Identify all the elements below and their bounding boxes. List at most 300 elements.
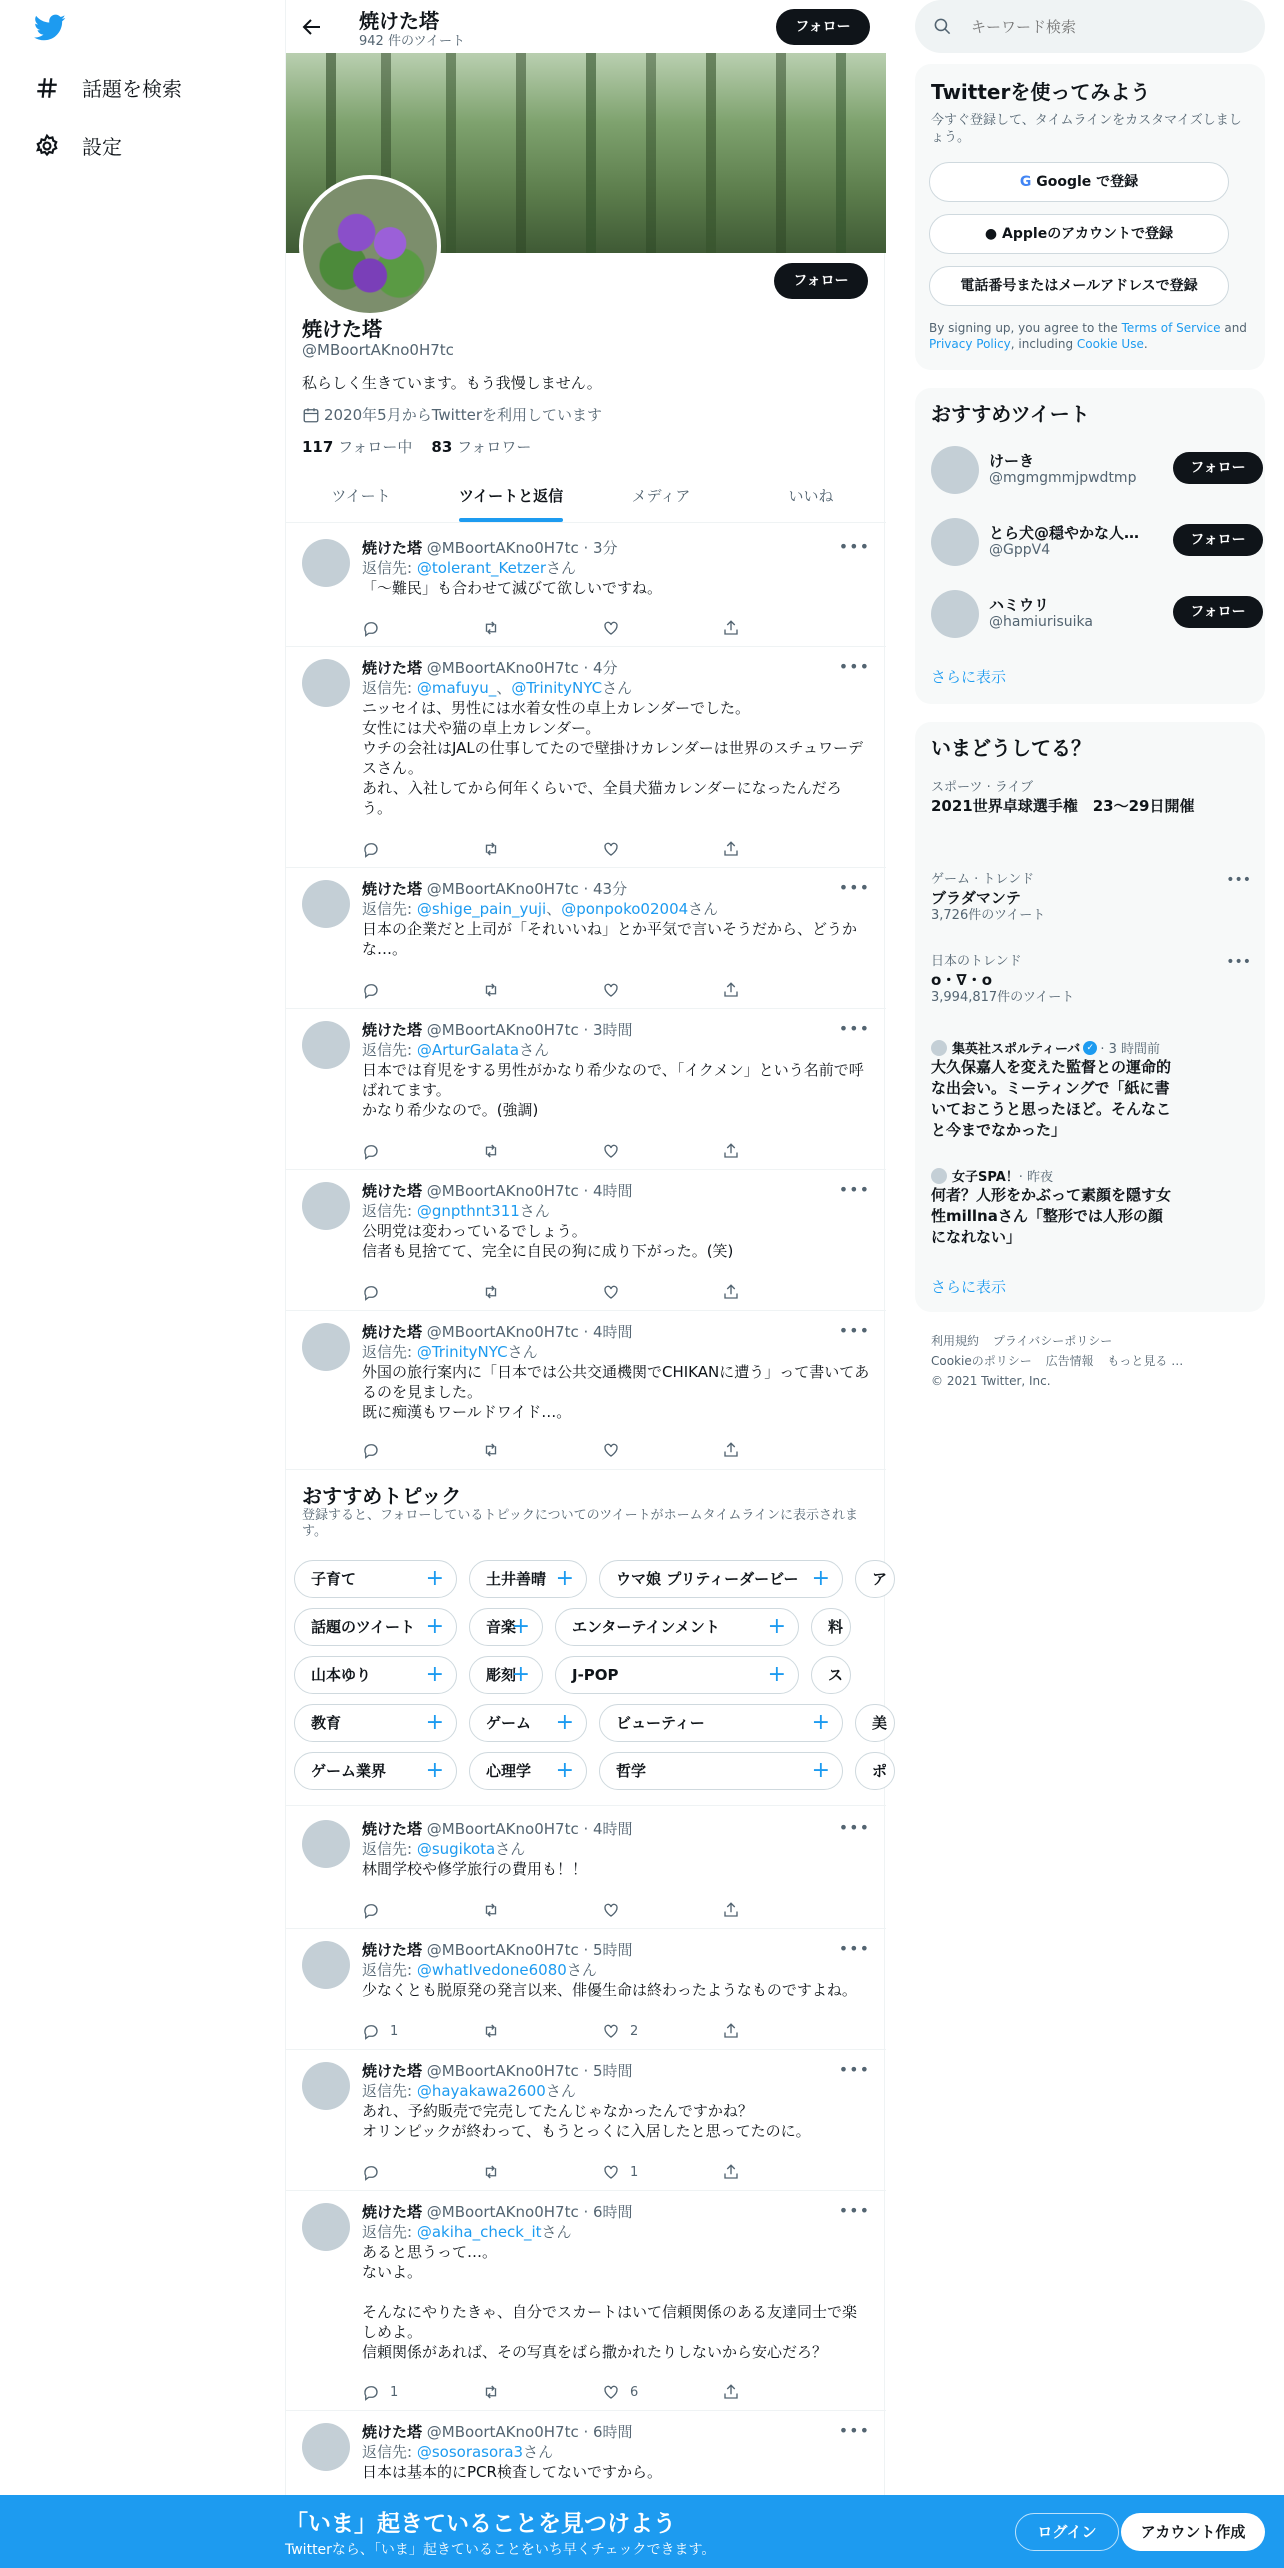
tweet-actions (362, 840, 792, 858)
reply-prefix: 返信先: (362, 2443, 417, 2461)
retweet-button[interactable] (482, 619, 552, 637)
share-button[interactable] (722, 2383, 792, 2401)
more-icon[interactable]: ••• (838, 878, 870, 897)
reply-to-link[interactable]: @sosorasora3 (416, 2443, 524, 2461)
more-icon[interactable]: ••• (838, 537, 870, 556)
recommended-user[interactable] (931, 438, 1251, 502)
more-icon[interactable]: ••• (1226, 872, 1251, 888)
tweet-body (362, 2422, 870, 2482)
tweet[interactable] (286, 2191, 886, 2411)
terms-of-service-link[interactable]: Terms of Service (1121, 321, 1221, 335)
heart-icon (602, 840, 620, 858)
footer-ads[interactable]: 広告情報 (1045, 1354, 1094, 1368)
tweet[interactable] (286, 527, 886, 647)
like-button[interactable] (602, 1901, 672, 1919)
reply-prefix: 返信先: (362, 1840, 417, 1858)
topic-chip[interactable] (599, 1704, 843, 1742)
trend-title: ブラダマンテ (931, 889, 1021, 907)
profile-stats (302, 436, 531, 457)
tweet-text: あれ、予約販売で完売してたんじゃなかったんですかね？ オリンピックが終わって、もうとっくに入居したと思ってたのに。 (362, 2102, 811, 2140)
retweet-button[interactable] (482, 981, 552, 999)
reply-suffix: さん (507, 1343, 538, 1361)
reply-to-link[interactable]: @whatIvedone6080 (416, 1961, 567, 1979)
profile-tabs (286, 470, 886, 523)
trends-title: いまどうしてる？ (931, 736, 1091, 760)
trend-meta: スポーツ · ライブ (931, 780, 1034, 795)
share-button[interactable] (722, 1441, 792, 1459)
bottom-bar-subtitle: Twitterなら、「いま」起きていることをいち早くチェックできます。 (285, 2542, 716, 2558)
topic-chip-label: J-POP (572, 1666, 619, 1684)
bottom-bar-title: 「いま」起きていることを見つけよう (285, 2511, 676, 2537)
recommended-user-avatar[interactable] (931, 446, 979, 494)
google-icon: G (1019, 174, 1032, 190)
recommended-user-handle: @GppV4 (989, 542, 1051, 558)
retweet-icon (482, 619, 500, 637)
news-item[interactable] (931, 1166, 1251, 1248)
recommended-follow-button[interactable]: フォロー (1173, 596, 1263, 628)
profile-avatar[interactable] (299, 175, 441, 317)
reply-prefix: 返信先: (362, 2223, 417, 2241)
reply-suffix: さん (541, 2223, 572, 2241)
topic-chip-label: 哲学 (616, 1762, 647, 1780)
topic-chip[interactable] (469, 1656, 543, 1694)
topic-chip-label: ウマ娘 プリティーダービー (616, 1570, 799, 1588)
nav-explore-label: 話題を検索 (82, 77, 182, 101)
tweet-author-name[interactable]: 焼けた塔 (362, 880, 423, 898)
reply-suffix: さん (545, 2082, 576, 2100)
footer-links (931, 1331, 1251, 1391)
tweet-actions (362, 2163, 792, 2181)
reply-separator: 、 (546, 900, 562, 918)
reply-button[interactable] (362, 2383, 432, 2401)
profile-bio: 私らしく生きています。もう我慢しません。 (302, 374, 602, 392)
more-icon[interactable]: ••• (838, 2421, 870, 2440)
retweet-button[interactable] (482, 2022, 552, 2040)
tweet-avatar[interactable] (302, 1323, 350, 1371)
recommended-user-name: とら犬@穏やかな人… (989, 524, 1140, 542)
reply-button[interactable] (362, 981, 432, 999)
retweet-button[interactable] (482, 840, 552, 858)
profile-timeline-column (285, 0, 888, 2568)
recommended-tweets-card (915, 388, 1265, 704)
retweet-icon (482, 981, 500, 999)
reply-prefix: 返信先: (362, 2082, 417, 2100)
reply-suffix: さん (519, 1041, 550, 1059)
topic-chip[interactable] (294, 1704, 457, 1742)
heart-icon (602, 2022, 620, 2040)
news-title: 大久保嘉人を変えた監督との運命的な出会い。ミーティングで「紙に書いておこうと思ったほど。そんなこと今までなかった」 (931, 1058, 1172, 1139)
topic-chip[interactable] (469, 1560, 587, 1598)
like-button[interactable] (602, 2163, 672, 2181)
tweet-reply-context (362, 1839, 870, 1859)
topic-chip[interactable] (599, 1752, 843, 1790)
topic-chip[interactable] (469, 1608, 543, 1646)
topic-chip-label: ポ (872, 1762, 888, 1780)
reply-suffix: さん (495, 1840, 526, 1858)
heart-icon (602, 1901, 620, 1919)
trend-title: 2021世界卓球選手権 23〜29日開催 (931, 797, 1195, 815)
followers-link[interactable] (431, 438, 531, 456)
plus-icon: + (511, 1614, 530, 1639)
tweet[interactable] (286, 1311, 886, 1470)
terms-text-3: , including (1010, 337, 1077, 351)
tweet-reply-context (362, 899, 870, 919)
news-title: 何者？人形をかぶって素顔を隠す女性millnaさん「整形では人形の顔になれない」 (931, 1186, 1172, 1246)
topic-chip[interactable] (855, 1560, 895, 1598)
like-button[interactable] (602, 2022, 672, 2040)
reply-button[interactable] (362, 840, 432, 858)
topic-chip-label: ゲーム (486, 1714, 532, 1732)
more-icon[interactable]: ••• (838, 657, 870, 676)
header-follow-button[interactable]: フォロー (776, 9, 870, 45)
topic-chip[interactable] (555, 1608, 799, 1646)
profile-handle: @MBoortAKno0H7tc (302, 341, 454, 359)
tweet-reply-context (362, 2222, 870, 2242)
tweet-author-name[interactable]: 焼けた塔 (362, 1021, 423, 1039)
retweet-button[interactable] (482, 1142, 552, 1160)
apple-icon: ● (984, 226, 998, 242)
recommended-user[interactable] (931, 510, 1251, 574)
tweet-author-meta: @MBoortAKno0H7tc · 4時間 (422, 1323, 633, 1341)
reply-separator: 、 (496, 679, 512, 697)
apple-signup-label: Appleのアカウントで登録 (1002, 226, 1174, 242)
topic-chip[interactable] (855, 1704, 895, 1742)
tweet-header (362, 538, 870, 558)
trend-count: 3,726件のツイート (931, 908, 1046, 923)
like-button[interactable] (602, 840, 672, 858)
verified-icon: ✓ (1083, 1041, 1097, 1055)
footer-cookie[interactable]: Cookieのポリシー (931, 1354, 1032, 1368)
tweet-avatar[interactable] (302, 1941, 350, 1989)
tweet-author-name[interactable]: 焼けた塔 (362, 1323, 423, 1341)
tweet-avatar[interactable] (302, 880, 350, 928)
more-icon[interactable]: ••• (838, 1321, 870, 1340)
tweet-author-meta: @MBoortAKno0H7tc · 5時間 (422, 1941, 633, 1959)
more-icon[interactable]: ••• (838, 1818, 870, 1837)
tweet-avatar[interactable] (302, 539, 350, 587)
topic-chip[interactable] (555, 1656, 799, 1694)
share-button[interactable] (722, 840, 792, 858)
tweet-author-name[interactable]: 焼けた塔 (362, 1820, 423, 1838)
trends-card (915, 722, 1265, 1312)
like-button[interactable] (602, 981, 672, 999)
reply-prefix: 返信先: (362, 900, 417, 918)
tweet[interactable] (286, 2050, 886, 2191)
retweet-icon (482, 1901, 500, 1919)
tweet-text: 公明党は変わっているでしょう。 信者も見捨てて、完全に自民の狗に成り下がった。(笑) (362, 1222, 734, 1260)
tweet[interactable] (286, 647, 886, 868)
phone-email-signup-button[interactable]: 電話番号またはメールアドレスで登録 (929, 266, 1229, 306)
reply-to-link[interactable]: @sugikota (416, 1840, 496, 1858)
tweet-avatar[interactable] (302, 2203, 350, 2251)
back-arrow-icon[interactable] (300, 15, 324, 39)
reply-button[interactable] (362, 1441, 432, 1459)
topic-chip[interactable] (294, 1560, 457, 1598)
tweet-reply-context (362, 1960, 870, 1980)
reply-button[interactable] (362, 1901, 432, 1919)
signup-bottom-bar (0, 2495, 1284, 2568)
retweet-button[interactable] (482, 2163, 552, 2181)
reply-icon (362, 2163, 380, 2181)
retweet-button[interactable] (482, 2383, 552, 2401)
tweet-body (362, 1940, 870, 2000)
tweet-author-name[interactable]: 焼けた塔 (362, 2203, 423, 2221)
news-source (931, 1166, 1251, 1185)
tab-likes[interactable]: いいね (788, 487, 834, 505)
plus-icon: + (555, 1758, 574, 1783)
more-icon[interactable]: ••• (1226, 954, 1251, 970)
topic-chip[interactable] (811, 1656, 851, 1694)
recommended-title: おすすめツイート (931, 402, 1090, 426)
recommended-follow-button[interactable]: フォロー (1173, 524, 1263, 556)
share-icon (722, 981, 740, 999)
recommended-user[interactable] (931, 582, 1251, 646)
reply-icon (362, 840, 380, 858)
tweet[interactable] (286, 1929, 886, 2050)
recommended-user-avatar[interactable] (931, 518, 979, 566)
retweet-icon (482, 1142, 500, 1160)
footer-privacy[interactable]: プライバシーポリシー (992, 1334, 1113, 1348)
reply-prefix: 返信先: (362, 1961, 417, 1979)
reply-button[interactable] (362, 619, 432, 637)
heart-icon (602, 2163, 620, 2181)
news-source-name: 集英社スポルティーバ (952, 1042, 1081, 1057)
plus-icon: + (425, 1614, 444, 1639)
tweet-author-name[interactable]: 焼けた塔 (362, 1941, 423, 1959)
more-icon[interactable]: ••• (838, 1019, 870, 1038)
tweet-author-meta: @MBoortAKno0H7tc · 4分 (422, 659, 618, 677)
topic-chip-label: ゲーム業界 (311, 1762, 387, 1780)
trend-item[interactable] (931, 954, 1251, 1006)
profile-joined-text: 2020年5月からTwitterを利用しています (324, 406, 602, 424)
topics-title: おすすめトピック (302, 1484, 462, 1508)
heart-icon (602, 1441, 620, 1459)
privacy-policy-link[interactable]: Privacy Policy (929, 337, 1011, 351)
header-profile-name: 焼けた塔 (359, 9, 439, 33)
reply-suffix: さん (546, 559, 577, 577)
trend-title: o・∇・o (931, 971, 993, 989)
topic-chip-label: 山本ゆり (311, 1666, 372, 1684)
tweet-actions (362, 1283, 792, 1301)
more-icon[interactable]: ••• (838, 2201, 870, 2220)
tweet-author-name[interactable]: 焼けた塔 (362, 539, 423, 557)
search-input[interactable] (971, 14, 1241, 40)
recommended-show-more[interactable]: さらに表示 (931, 668, 1007, 686)
reply-to-link[interactable]: @tolerant_Ketzer (416, 559, 546, 577)
profile-header-bar (286, 0, 886, 53)
tweet-header (362, 2422, 870, 2442)
profile-follow-button[interactable]: フォロー (774, 263, 868, 299)
topic-chip-label: 子育て (311, 1570, 357, 1588)
create-account-button[interactable]: アカウント作成 (1121, 2513, 1265, 2551)
twitter-logo-icon[interactable] (34, 14, 66, 42)
topic-chip[interactable] (469, 1752, 587, 1790)
reply-to-link[interactable]: @mafuyu_ (416, 679, 497, 697)
tweet-avatar[interactable] (302, 1021, 350, 1069)
tweet[interactable] (286, 1170, 886, 1311)
tab-tweets[interactable]: ツイート (331, 487, 391, 505)
reply-to-link-2[interactable]: @TrinityNYC (511, 679, 603, 697)
cookie-use-link[interactable]: Cookie Use (1076, 337, 1144, 351)
share-button[interactable] (722, 1283, 792, 1301)
share-button[interactable] (722, 619, 792, 637)
reply-button[interactable] (362, 1283, 432, 1301)
reply-button[interactable] (362, 2022, 432, 2040)
reply-suffix: さん (523, 2443, 554, 2461)
tweet-reply-context (362, 558, 870, 578)
news-source-avatar (931, 1040, 947, 1056)
trends-show-more[interactable]: さらに表示 (931, 1278, 1007, 1296)
like-button[interactable] (602, 1283, 672, 1301)
topic-chip[interactable] (599, 1560, 843, 1598)
tweet-body (362, 1181, 870, 1261)
tweet-header (362, 658, 870, 678)
recommended-user-avatar[interactable] (931, 590, 979, 638)
tweet-actions (362, 619, 792, 637)
reply-to-link[interactable]: @TrinityNYC (416, 1343, 508, 1361)
reply-to-link[interactable]: @ArturGalata (416, 1041, 520, 1059)
tweet[interactable] (286, 868, 886, 1009)
tweet-avatar[interactable] (302, 2062, 350, 2110)
trend-item[interactable] (931, 872, 1251, 924)
share-button[interactable] (722, 981, 792, 999)
footer-terms[interactable]: 利用規約 (931, 1334, 980, 1348)
tweet-author-name[interactable]: 焼けた塔 (362, 2423, 423, 2441)
tweet-header (362, 2202, 870, 2222)
reply-icon (362, 981, 380, 999)
followers-label: フォロワー (452, 438, 532, 456)
topic-chip[interactable] (811, 1608, 851, 1646)
nav-explore[interactable] (34, 73, 182, 102)
like-button[interactable] (602, 1142, 672, 1160)
reply-suffix: さん (519, 1202, 550, 1220)
heart-icon (602, 2383, 620, 2401)
reply-to-link[interactable]: @shige_pain_yuji (416, 900, 547, 918)
tweet-author-name[interactable]: 焼けた塔 (362, 659, 423, 677)
share-button[interactable] (722, 1901, 792, 1919)
plus-icon: + (767, 1614, 786, 1639)
trend-meta: 日本のトレンド (931, 954, 1022, 969)
like-button[interactable] (602, 619, 672, 637)
like-count: 1 (630, 2164, 639, 2180)
footer-more[interactable]: もっと見る … (1107, 1354, 1184, 1368)
recommended-follow-button[interactable]: フォロー (1173, 452, 1263, 484)
reply-to-link-2[interactable]: @ponpoko02004 (561, 900, 689, 918)
retweet-icon (482, 840, 500, 858)
retweet-icon (482, 2022, 500, 2040)
tweet-avatar[interactable] (302, 659, 350, 707)
tweet-actions (362, 2383, 792, 2401)
terms-text-2: and (1220, 321, 1247, 335)
more-icon[interactable]: ••• (838, 1939, 870, 1958)
topic-chip-label: 彫刻 (486, 1666, 517, 1684)
topics-module (286, 1470, 886, 1806)
share-button[interactable] (722, 1142, 792, 1160)
topic-chip-label: 話題のツイート (311, 1618, 415, 1636)
recommended-user-handle: @hamiurisuika (989, 614, 1093, 630)
following-link[interactable] (302, 438, 412, 456)
login-button[interactable]: ログイン (1015, 2513, 1119, 2551)
topic-chip[interactable] (294, 1752, 457, 1790)
signup-subtitle: 今すぐ登録して、タイムラインをカスタマイズしましょう。 (931, 113, 1242, 145)
tweet[interactable] (286, 1808, 886, 1929)
tweet-author-meta: @MBoortAKno0H7tc · 6時間 (422, 2203, 633, 2221)
tweet-author-meta: @MBoortAKno0H7tc · 43分 (422, 880, 628, 898)
retweet-button[interactable] (482, 1283, 552, 1301)
tweet-header (362, 1819, 870, 1839)
apple-signup-button[interactable] (929, 214, 1229, 254)
tweet-avatar[interactable] (302, 2423, 350, 2471)
topic-chip-label: 土井善晴 (486, 1570, 547, 1588)
tweet-reply-context (362, 678, 870, 698)
share-button[interactable] (722, 2022, 792, 2040)
tweet[interactable] (286, 1009, 886, 1170)
tweet-header (362, 1181, 870, 1201)
reply-icon (362, 1901, 380, 1919)
topic-chip-label: 美 (872, 1714, 888, 1732)
retweet-button[interactable] (482, 1441, 552, 1459)
reply-to-link[interactable]: @gnpthnt311 (416, 1202, 520, 1220)
followers-count: 83 (431, 438, 453, 456)
news-time: · 昨夜 (1018, 1170, 1054, 1185)
plus-icon: + (811, 1710, 830, 1735)
topic-chip[interactable] (294, 1608, 457, 1646)
tweet-text: 日本では育児をする男性がかなり希少なので、「イクメン」という名前で呼ばれてます。 かなり希少なので。(強調) (362, 1061, 864, 1119)
like-button[interactable] (602, 2383, 672, 2401)
more-icon[interactable]: ••• (838, 1180, 870, 1199)
google-signup-button[interactable] (929, 162, 1229, 202)
tweet-header (362, 1940, 870, 1960)
tweet-avatar[interactable] (302, 1182, 350, 1230)
reply-to-link[interactable]: @akiha_check_it (416, 2223, 542, 2241)
tweet-author-meta: @MBoortAKno0H7tc · 3分 (422, 539, 618, 557)
tweet-body (362, 538, 870, 598)
topic-chip-label: 音楽 (486, 1618, 517, 1636)
tweet-actions (362, 981, 792, 999)
topic-chip[interactable] (294, 1656, 457, 1694)
plus-icon: + (511, 1662, 530, 1687)
tab-tweets-and-replies[interactable]: ツイートと返信 (436, 470, 586, 522)
reply-icon (362, 2022, 380, 2040)
retweet-icon (482, 2163, 500, 2181)
tweet-author-name[interactable]: 焼けた塔 (362, 2062, 423, 2080)
plus-icon: + (425, 1758, 444, 1783)
search-box[interactable] (915, 0, 1265, 53)
news-item[interactable] (931, 1038, 1251, 1141)
reply-prefix: 返信先: (362, 559, 417, 577)
reply-to-link[interactable]: @hayakawa2600 (416, 2082, 546, 2100)
retweet-button[interactable] (482, 1901, 552, 1919)
tweet-body (362, 1819, 870, 1879)
tweet-text: 林間学校や修学旅行の費用も！！ (362, 1860, 588, 1878)
share-button[interactable] (722, 2163, 792, 2181)
retweet-icon (482, 1283, 500, 1301)
topic-chip[interactable] (469, 1704, 587, 1742)
heart-icon (602, 981, 620, 999)
reply-button[interactable] (362, 1142, 432, 1160)
recommended-user-name: けーき (989, 452, 1035, 470)
share-icon (722, 2022, 740, 2040)
nav-settings[interactable] (34, 131, 122, 160)
reply-button[interactable] (362, 2163, 432, 2181)
like-button[interactable] (602, 1441, 672, 1459)
trend-item[interactable] (931, 780, 1251, 816)
more-icon[interactable]: ••• (838, 2060, 870, 2079)
tab-media[interactable]: メディア (631, 487, 691, 505)
tweet-avatar[interactable] (302, 1820, 350, 1868)
tweet-author-name[interactable]: 焼けた塔 (362, 1182, 423, 1200)
topic-chip[interactable] (855, 1752, 895, 1790)
